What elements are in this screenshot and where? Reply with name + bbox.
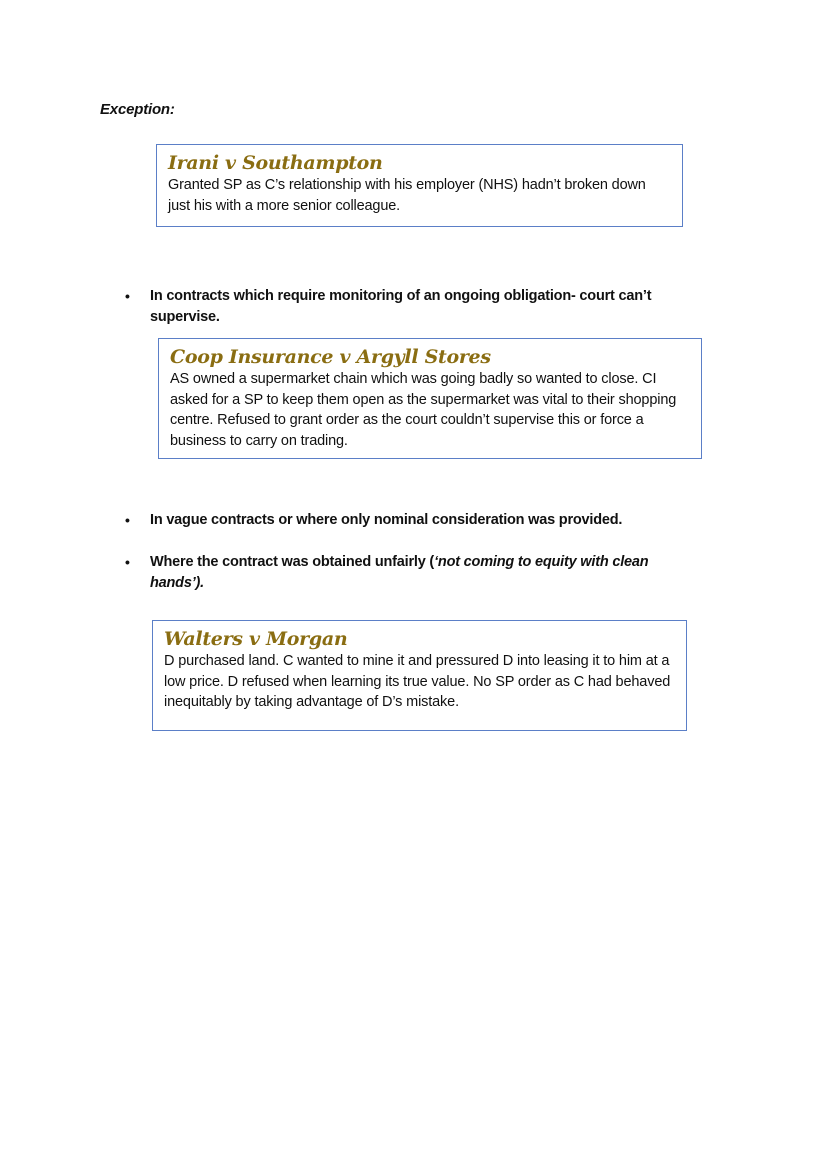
case-body: Granted SP as C’s relationship with his employer (NHS) hadn’t broken down just his with a more senior colleague. bbox=[168, 177, 646, 214]
case-box-irani bbox=[156, 144, 683, 227]
bullet-marker: • bbox=[125, 512, 130, 528]
bullet-marker: • bbox=[125, 288, 130, 304]
case-box-coop bbox=[158, 338, 702, 459]
case-body: AS owned a supermarket chain which was going badly so wanted to close. CI asked for a SP to keep them open as the supermarket was vital to their shopping centre. Refused to grant order as the court couldn’t supervise this or force a business to carry on trading. bbox=[170, 371, 677, 449]
bullet-item-unfair-contract bbox=[120, 552, 680, 593]
bullet-text-italic-quote: ‘not coming to equity with clean hands’). bbox=[150, 554, 649, 591]
bullet-item-monitoring bbox=[120, 286, 680, 327]
exception-heading: Exception: bbox=[100, 101, 175, 118]
bullet-text: In contracts which require monitoring of an ongoing obligation- court can’t supervise. bbox=[150, 288, 652, 325]
bullet-marker: • bbox=[125, 554, 130, 570]
case-body: D purchased land. C wanted to mine it and pressured D into leasing it to him at a low price. D refused when learning its true value. No SP order as C had behaved inequitably by taking advantage of D’s mistake. bbox=[164, 653, 671, 710]
bullet-text-plain: Where the contract was obtained unfairly ( bbox=[150, 554, 435, 570]
bullet-text bbox=[150, 552, 680, 593]
case-box-walters bbox=[152, 620, 687, 731]
bullet-item-vague-contracts bbox=[120, 510, 680, 531]
bullet-text: In vague contracts or where only nominal consideration was provided. bbox=[150, 512, 623, 528]
case-title: Irani v Southampton bbox=[168, 152, 383, 174]
case-title: Walters v Morgan bbox=[164, 628, 348, 650]
case-title: Coop Insurance v Argyll Stores bbox=[170, 346, 491, 368]
